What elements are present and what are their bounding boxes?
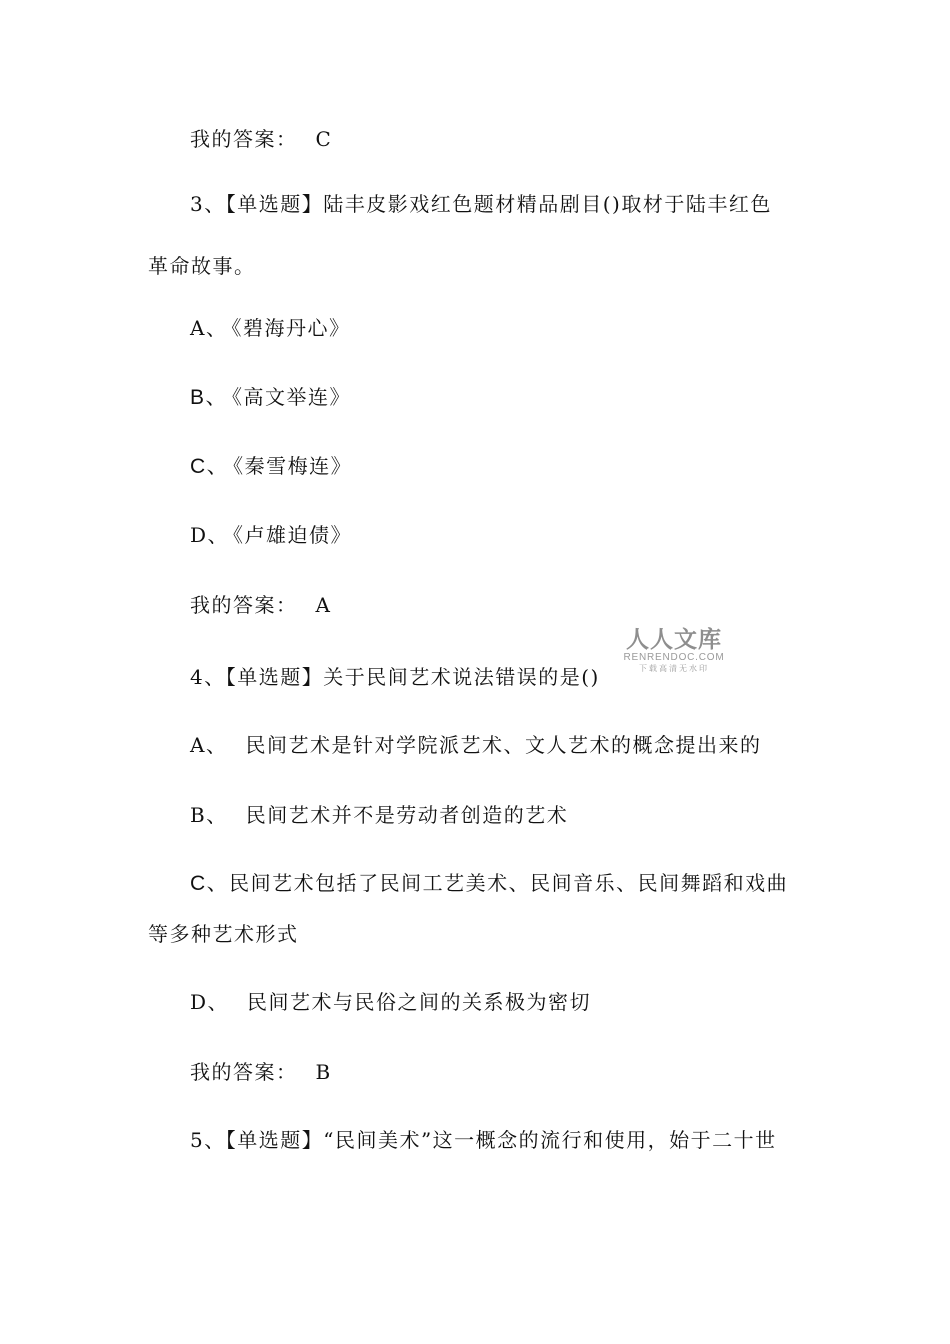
option-letter: A、: [190, 733, 228, 757]
question-4-option-c-cont: 等多种艺术形式: [148, 922, 299, 946]
answer-value: A: [315, 593, 332, 617]
answer-line-2: [190, 593, 331, 617]
option-text: 民间艺术是针对学院派艺术、文人艺术的概念提出来的: [245, 733, 762, 757]
watermark-subtitle: 下载高清无水印: [639, 664, 709, 673]
question-3-text-cont: 革命故事。: [148, 254, 256, 278]
option-letter: D、: [190, 523, 230, 547]
watermark-title: 人人文库: [626, 626, 722, 652]
option-text: 《卢雄迫债》: [233, 523, 353, 547]
option-letter: B、: [190, 803, 228, 827]
option-text: 民间艺术包括了民间工艺美术、民间音乐、民间舞蹈和戏曲: [229, 871, 789, 895]
question-4-option-b: [190, 803, 568, 827]
question-5-text: 5、【单选题】“民间美术”这一概念的流行和使用，始于二十世: [190, 1128, 777, 1152]
option-letter: C、: [190, 872, 230, 895]
question-3-option-a: [190, 316, 350, 340]
option-text: 民间艺术与民俗之间的关系极为密切: [247, 990, 592, 1014]
answer-label: 我的答案：: [190, 127, 298, 151]
question-4-option-a: [190, 733, 761, 757]
question-4-text: 4、【单选题】关于民间艺术说法错误的是(): [190, 665, 600, 689]
question-3-option-c: [190, 454, 352, 479]
option-text: 《高文举连》: [232, 385, 352, 409]
option-letter: B、: [190, 386, 229, 409]
option-text: 民间艺术并不是劳动者创造的艺术: [245, 803, 569, 827]
answer-line-1: [190, 127, 332, 151]
answer-value: B: [315, 1060, 332, 1084]
question-4-option-d: [190, 990, 591, 1014]
option-text: 《碧海丹心》: [231, 316, 351, 340]
watermark-url: RENRENDOC.COM: [623, 652, 725, 663]
answer-value: C: [315, 127, 333, 151]
option-text: 《秦雪梅连》: [233, 454, 353, 478]
question-3-option-d: [190, 523, 352, 547]
answer-line-3: [190, 1060, 332, 1084]
question-3-option-b: [190, 385, 351, 410]
answer-label: 我的答案：: [190, 1060, 298, 1084]
question-3-text: 3、【单选题】陆丰皮影戏红色题材精品剧目()取材于陆丰红色: [190, 192, 772, 216]
option-letter: C、: [190, 455, 230, 478]
answer-label: 我的答案：: [190, 593, 298, 617]
question-4-option-c: [190, 871, 788, 896]
watermark-logo: [622, 626, 726, 674]
option-letter: D、: [190, 990, 230, 1014]
option-letter: A、: [190, 316, 228, 340]
